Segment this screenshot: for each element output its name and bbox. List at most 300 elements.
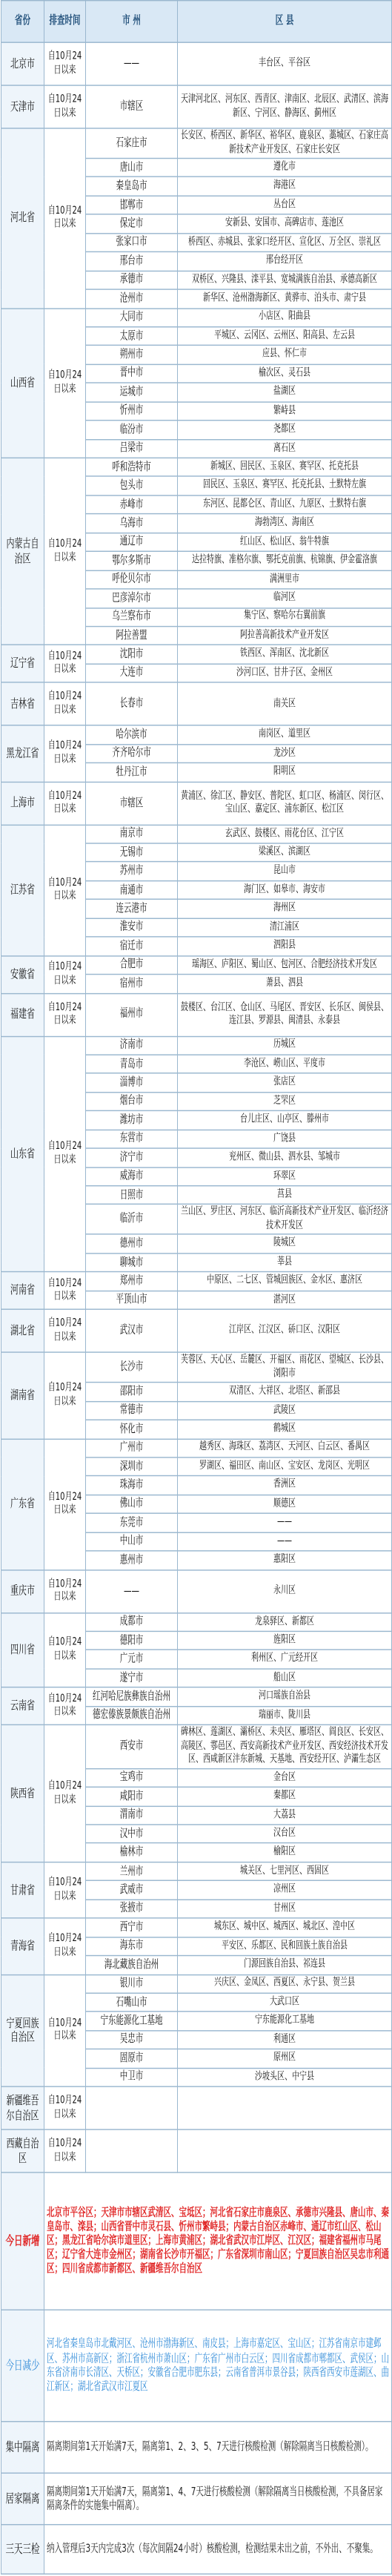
province-cell: 辽宁省 [1, 645, 44, 682]
table-row [1, 2129, 392, 2173]
city-cell: 邢台市 [86, 252, 178, 271]
district-cell: 离石区 [178, 439, 392, 458]
table-row [1, 458, 392, 476]
district-cell: 江岸区、江汉区、硚口区、汉阳区 [178, 1309, 392, 1352]
date-cell: 自10月24日以来 [44, 1613, 86, 1687]
table-row [1, 85, 392, 128]
province-cell: 宁夏回族自治区 [1, 1974, 44, 2086]
city-cell: 沧州市 [86, 289, 178, 308]
date-cell: 自10月24日以来 [44, 1309, 86, 1352]
city-cell: 牡丹江市 [86, 763, 178, 782]
table-row [1, 1352, 392, 1383]
city-cell: 中卫市 [86, 2068, 178, 2086]
city-cell: 聊城市 [86, 1254, 178, 1272]
city-cell: 济宁市 [86, 1148, 178, 1167]
district-cell: 台儿庄区、山亭区、滕州市 [178, 1111, 392, 1130]
district-cell: 原州区 [178, 2049, 392, 2068]
district-cell: 梁溪区、滨湖区 [178, 843, 392, 862]
date-cell: 自10月24日以来 [44, 1974, 86, 2086]
district-cell: 海州区 [178, 900, 392, 918]
district-cell: 旌阳区 [178, 1631, 392, 1650]
home-quarantine-label: 居家隔离 [1, 2473, 44, 2524]
city-cell: 南通市 [86, 880, 178, 899]
province-cell: 北京市 [1, 42, 44, 85]
district-cell: 门源回族自治县、祁连县 [178, 1956, 392, 1974]
district-cell [178, 2129, 392, 2173]
city-cell: 包头市 [86, 477, 178, 495]
district-cell: 惠阳区 [178, 1551, 392, 1569]
district-cell: —— [178, 1514, 392, 1532]
district-cell: 越秀区、海珠区、荔湾区、天河区、白云区、番禺区 [178, 1439, 392, 1457]
district-cell: 遵化市 [178, 158, 392, 177]
three-days-three-tests-content: 纳入管理后3天内完成3次（每次间隔24小时）核酸检测，检测结果未出之前，不外出、不聚集。 [44, 2525, 392, 2575]
city-cell: 吕梁市 [86, 439, 178, 458]
district-cell: 阿拉善高新技术产业开发区 [178, 627, 392, 645]
city-cell: 长沙市 [86, 1352, 178, 1383]
city-cell: 晋中市 [86, 364, 178, 383]
date-cell: 自10月24日以来 [44, 1725, 86, 1862]
today-remove-content: 河北省秦皇岛市北戴河区、沧州市渤海新区、南皮县；上海市嘉定区、宝山区；江苏省南京市建邺区、苏州市高新区；浙江省杭州市萧山区；广东省广州市白云区；四川省成都市郫都区、武侯区；山东省济南市长清区、天桥区；安徽省合肥市肥东县；云南省普洱市景谷县；陕西省西安市莲湖区、曲江新区；湖北省武汉市江夏区 [44, 2310, 392, 2422]
city-cell [86, 2086, 178, 2129]
district-cell: 海港区 [178, 177, 392, 196]
district-cell: 瑞丽市、陇川县 [178, 1706, 392, 1725]
table-row [1, 2086, 392, 2129]
home-quarantine-content: 隔离期间第1天开始满7天，隔离第1、4、7天进行核酸检测（解除隔离当日核酸检测，不具备居家隔离条件的实施集中隔离）。 [44, 2473, 392, 2524]
district-cell: 鼓楼区、台江区、仓山区、马尾区、晋安区、长乐区、闽侯县、连江县、罗源县、闽清县、永泰县 [178, 993, 392, 1036]
date-cell: 自10月24日以来 [44, 42, 86, 85]
risk-area-table [1, 0, 392, 2575]
city-cell: 日照市 [86, 1186, 178, 1205]
city-cell: 市辖区 [86, 85, 178, 128]
city-cell: 阿拉善盟 [86, 627, 178, 645]
city-cell [86, 2129, 178, 2173]
province-cell: 福建省 [1, 993, 44, 1036]
district-cell: 陵城区 [178, 1234, 392, 1253]
district-cell: 新华区、沧州渤海新区、黄骅市、泊头市、肃宁县 [178, 289, 392, 308]
city-cell: —— [86, 42, 178, 85]
city-cell: 怀化市 [86, 1420, 178, 1438]
today-new-row [1, 2173, 392, 2310]
district-cell: 黄浦区、徐汇区、静安区、普陀区、虹口区、杨浦区、闵行区、宝山区、嘉定区、浦东新区、松江区 [178, 782, 392, 825]
table-row [1, 955, 392, 974]
city-cell: 宝鸡市 [86, 1768, 178, 1787]
district-cell: 平安区、乐都区、民和回族土族自治县 [178, 1937, 392, 1955]
header-province: 省份 [1, 1, 44, 42]
date-cell: 自10月24日以来 [44, 85, 86, 128]
table-row [1, 1974, 392, 1993]
district-cell: 龙泉驿区、新都区 [178, 1613, 392, 1631]
city-cell: 武汉市 [86, 1309, 178, 1352]
district-cell: 利州区、广元经开区 [178, 1650, 392, 1669]
city-cell: 太原市 [86, 327, 178, 346]
city-cell: 海东市 [86, 1937, 178, 1955]
city-cell: 西安市 [86, 1725, 178, 1769]
city-cell: 南京市 [86, 825, 178, 843]
city-cell: 大连市 [86, 664, 178, 682]
district-cell: 清江浦区 [178, 918, 392, 937]
province-cell: 甘肃省 [1, 1862, 44, 1918]
city-cell: 深圳市 [86, 1457, 178, 1476]
date-cell: 自10月24日以来 [44, 308, 86, 458]
date-cell: 自10月24日以来 [44, 1862, 86, 1918]
district-cell: 海门区、如皋市、海安市 [178, 880, 392, 899]
province-cell: 河北省 [1, 128, 44, 308]
province-cell: 西藏自治区 [1, 2129, 44, 2173]
city-cell: 秦皇岛市 [86, 177, 178, 196]
province-cell: 新疆维吾尔自治区 [1, 2086, 44, 2129]
city-cell: 烟台市 [86, 1093, 178, 1111]
city-cell: 承德市 [86, 271, 178, 289]
city-cell: 榆林市 [86, 1843, 178, 1862]
province-cell: 山东省 [1, 1036, 44, 1272]
district-cell: 丰台区、平谷区 [178, 42, 392, 85]
city-cell: 赤峰市 [86, 495, 178, 514]
district-cell: 临河区 [178, 589, 392, 607]
table-row [1, 308, 392, 326]
district-cell: 红山区、松山区、翁牛特旗 [178, 533, 392, 551]
table-row [1, 1439, 392, 1457]
city-cell: 石家庄市 [86, 128, 178, 159]
district-cell: 榆阳区 [178, 1843, 392, 1862]
table-row [1, 725, 392, 744]
table-header-row [1, 1, 392, 42]
district-cell: 武陵区 [178, 1401, 392, 1420]
district-cell: 邢台经开区 [178, 252, 392, 271]
district-cell: 鹤城区 [178, 1420, 392, 1438]
district-cell: 城关区、七里河区、西固区 [178, 1862, 392, 1880]
province-cell: 上海市 [1, 782, 44, 825]
city-cell: 广州市 [86, 1439, 178, 1457]
district-cell: 南关区 [178, 682, 392, 725]
district-cell: 长安区、桥西区、新华区、裕华区、鹿泉区、藁城区、石家庄高新技术产业开发区、石家庄长安区 [178, 128, 392, 159]
district-cell: 凉州区 [178, 1881, 392, 1900]
city-cell: 邯郸市 [86, 196, 178, 214]
city-cell: 邵阳市 [86, 1383, 178, 1401]
date-cell: 自10月24日以来 [44, 1352, 86, 1438]
today-remove-row [1, 2310, 392, 2422]
table-row [1, 1862, 392, 1880]
table-row [1, 782, 392, 825]
city-cell: 乌海市 [86, 514, 178, 533]
date-cell: 自10月24日以来 [44, 1687, 86, 1725]
city-cell: 保定市 [86, 214, 178, 233]
date-cell: 自10月24日以来 [44, 825, 86, 956]
city-cell: 忻州市 [86, 402, 178, 421]
table-row [1, 128, 392, 159]
header-district: 区 县 [178, 1, 392, 42]
province-cell: 青海省 [1, 1918, 44, 1974]
district-cell: 繁峙县 [178, 402, 392, 421]
city-cell: 哈尔滨市 [86, 725, 178, 744]
district-cell: —— [178, 1532, 392, 1551]
city-cell: 佛山市 [86, 1495, 178, 1513]
province-cell: 天津市 [1, 85, 44, 128]
district-cell: 丛台区 [178, 196, 392, 214]
district-cell: 新城区、回民区、玉泉区、赛罕区、托克托县 [178, 458, 392, 476]
date-cell: 自10月24日以来 [44, 1918, 86, 1974]
city-cell: 市辖区 [86, 782, 178, 825]
centralized-quarantine-label: 集中隔离 [1, 2422, 44, 2473]
district-cell: 双桥区、兴隆县、滦平县、宽城满族自治县、承德高新区 [178, 271, 392, 289]
district-cell: 阳明区 [178, 763, 392, 782]
city-cell: 成都市 [86, 1613, 178, 1631]
district-cell: 河口瑶族自治县 [178, 1687, 392, 1706]
city-cell: 齐齐哈尔市 [86, 744, 178, 762]
city-cell: 东营市 [86, 1130, 178, 1148]
province-cell: 湖南省 [1, 1352, 44, 1438]
today-new-label: 今日新增 [1, 2173, 44, 2310]
city-cell: 朔州市 [86, 346, 178, 364]
city-cell: 宿州市 [86, 975, 178, 993]
district-cell: 达拉特旗、准格尔旗、鄂托克前旗、杭锦旗、伊金霍洛旗 [178, 552, 392, 570]
city-cell: 武威市 [86, 1881, 178, 1900]
city-cell: 渭南市 [86, 1806, 178, 1825]
date-cell: 自10月24日以来 [44, 2129, 86, 2173]
city-cell: 遂宁市 [86, 1669, 178, 1687]
city-cell: 临汾市 [86, 421, 178, 439]
city-cell: 惠州市 [86, 1551, 178, 1569]
city-cell: 东莞市 [86, 1514, 178, 1532]
city-cell: 大同市 [86, 308, 178, 326]
date-cell: 自10月24日以来 [44, 2086, 86, 2129]
header-date: 排查时间 [44, 1, 86, 42]
table-row [1, 682, 392, 725]
city-cell: 咸阳市 [86, 1787, 178, 1805]
city-cell: 兰州市 [86, 1862, 178, 1880]
notes-body [1, 2173, 392, 2574]
district-cell: 莒县 [178, 1186, 392, 1205]
date-cell: 自10月24日以来 [44, 682, 86, 725]
city-cell: 德州市 [86, 1234, 178, 1253]
province-cell: 吉林省 [1, 682, 44, 725]
city-cell: 呼和浩特市 [86, 458, 178, 476]
province-cell: 山西省 [1, 308, 44, 458]
city-cell: 珠海市 [86, 1476, 178, 1495]
date-cell: 自10月24日以来 [44, 993, 86, 1036]
district-cell: 大武口区 [178, 1993, 392, 2012]
district-cell: 龙沙区 [178, 744, 392, 762]
district-cell: 平城区、云冈区、云州区、阳高县、左云县 [178, 327, 392, 346]
district-cell: 应县、怀仁市 [178, 346, 392, 364]
district-cell: 罗湖区、福田区、南山区、宝安区、龙岗区、光明区 [178, 1457, 392, 1476]
district-cell: 满洲里市 [178, 570, 392, 589]
city-cell: 潍坊市 [86, 1111, 178, 1130]
centralized-quarantine-row [1, 2422, 392, 2473]
district-cell: 顺德区 [178, 1495, 392, 1513]
district-cell: 环翠区 [178, 1167, 392, 1185]
province-cell: 广东省 [1, 1439, 44, 1570]
district-cell: 大荔县 [178, 1806, 392, 1825]
table-row [1, 1036, 392, 1055]
district-cell: 盐湖区 [178, 383, 392, 401]
city-cell: 淮安市 [86, 918, 178, 937]
district-cell: 香洲区 [178, 1476, 392, 1495]
province-cell: 黑龙江省 [1, 725, 44, 782]
header-city: 市 州 [86, 1, 178, 42]
city-cell: 运城市 [86, 383, 178, 401]
city-cell: 广元市 [86, 1650, 178, 1669]
today-new-content: 北京市平谷区；天津市市辖区武清区、宝坻区；河北省石家庄市鹿泉区、承德市兴隆县、唐山市、秦皇岛市、滦县；山西省晋中市灵石县、忻州市繁峙县；内蒙古自治区赤峰市、通辽市红山区、松山区；黑龙江省哈尔滨市道里区；上海市黄浦区；湖北省武汉市江岸区、江汉区；福建省福州市马尾区；辽宁省大连市金州区；湖南省长沙市开福区；广东省深圳市南山区；宁夏回族自治区吴忠市利通区；四川省成都市新都区、新疆维吾尔自治区 [44, 2173, 392, 2310]
district-cell: 李沧区、崂山区、平度市 [178, 1055, 392, 1073]
district-cell: 金台区 [178, 1768, 392, 1787]
city-cell: 连云港市 [86, 900, 178, 918]
province-cell: 四川省 [1, 1613, 44, 1687]
district-cell: 芙蓉区、天心区、岳麓区、开福区、雨花区、望城区、长沙县、浏阳市 [178, 1352, 392, 1383]
city-cell: 宁东能源化工基地 [86, 2012, 178, 2030]
district-cell [178, 2086, 392, 2129]
district-cell: 秦都区 [178, 1787, 392, 1805]
district-cell: 铁西区、浑南区、沈北新区 [178, 645, 392, 664]
city-cell: 淄博市 [86, 1073, 178, 1092]
district-cell: 利通区 [178, 2031, 392, 2049]
three-days-three-tests-row [1, 2525, 392, 2575]
date-cell: 自10月24日以来 [44, 1439, 86, 1570]
district-cell: 莘县 [178, 1254, 392, 1272]
province-cell: 重庆市 [1, 1569, 44, 1613]
district-cell: 城东区、城中区、城西区、城北区、湟中区 [178, 1918, 392, 1937]
district-cell: 永川区 [178, 1569, 392, 1613]
city-cell: 银川市 [86, 1974, 178, 1993]
city-cell: 海北藏族自治州 [86, 1956, 178, 1974]
table-row [1, 1569, 392, 1613]
centralized-quarantine-content: 隔离期间第1天开始满7天，隔离第1、2、3、5、7天进行核酸检测（解除隔离当日核酸检测）。 [44, 2422, 392, 2473]
district-cell: 湛河区 [178, 1291, 392, 1309]
district-cell: 双清区、大祥区、北塔区、新邵县 [178, 1383, 392, 1401]
district-cell: 碑林区、莲湖区、灞桥区、未央区、雁塔区、阎良区、长安区、高陵区、鄠邑区、西安高新技术产业开发区、西安经济技术开发区、西咸新区沣东新城、天基地、西安经开区、泸灞生态区 [178, 1725, 392, 1769]
city-cell: 青岛市 [86, 1055, 178, 1073]
date-cell: 自10月24日以来 [44, 782, 86, 825]
date-cell: 自10月24日以来 [44, 1569, 86, 1613]
table-row [1, 1725, 392, 1769]
district-cell: 沙河口区、甘井子区、金州区 [178, 664, 392, 682]
table-row [1, 1272, 392, 1291]
district-cell: 中原区、二七区、管城回族区、金水区、惠济区 [178, 1272, 392, 1291]
district-cell: 安新县、安国市、高碑店市、莲池区 [178, 214, 392, 233]
province-cell: 内蒙古自治区 [1, 458, 44, 645]
city-cell: 无锡市 [86, 843, 178, 862]
table-row [1, 1918, 392, 1937]
district-cell: 兴庆区、金凤区、西夏区、永宁县、贺兰县 [178, 1974, 392, 1993]
city-cell: 固原市 [86, 2049, 178, 2068]
district-cell: 船山区 [178, 1669, 392, 1687]
table-row [1, 1309, 392, 1352]
date-cell: 自10月24日以来 [44, 1272, 86, 1309]
district-cell: 甘州区 [178, 1900, 392, 1918]
table-row [1, 1687, 392, 1706]
district-cell: 历城区 [178, 1036, 392, 1055]
date-cell: 自10月24日以来 [44, 1036, 86, 1272]
district-cell: 海勃湾区、海南区 [178, 514, 392, 533]
district-cell: 沙坡头区、中宁县 [178, 2068, 392, 2086]
city-cell: 合肥市 [86, 955, 178, 974]
district-cell: 东河区、昆都仑区、青山区、九原区、土默特右旗 [178, 495, 392, 514]
city-cell: 中山市 [86, 1532, 178, 1551]
city-cell: 汉中市 [86, 1825, 178, 1843]
date-cell: 自10月24日以来 [44, 725, 86, 782]
district-cell: 回民区、玉泉区、赛罕区、托克托县、土默特左旗 [178, 477, 392, 495]
city-cell: 石嘴山市 [86, 1993, 178, 2012]
date-cell: 自10月24日以来 [44, 128, 86, 308]
city-cell: 吴忠市 [86, 2031, 178, 2049]
province-cell: 江苏省 [1, 825, 44, 956]
district-cell: 玄武区、鼓楼区、雨花台区、江宁区 [178, 825, 392, 843]
city-cell: 临沂市 [86, 1205, 178, 1235]
city-cell: 红河哈尼族彝族自治州 [86, 1687, 178, 1706]
city-cell: 呼伦贝尔市 [86, 570, 178, 589]
province-cell: 安徽省 [1, 955, 44, 992]
district-cell: 兰山区、罗庄区、河东区、临沂高新技术产业开发区、临沂经济技术开发区 [178, 1205, 392, 1235]
district-cell: 天津河北区、河东区、西青区、津南区、北辰区、武清区、滨海新区、宁河区、静海区、蓟州区 [178, 85, 392, 128]
city-cell: 郑州市 [86, 1272, 178, 1291]
district-cell: 南岗区、道里区 [178, 725, 392, 744]
city-cell: —— [86, 1569, 178, 1613]
city-cell: 乌兰察布市 [86, 607, 178, 626]
province-cell: 云南省 [1, 1687, 44, 1725]
district-cell: 芝罘区 [178, 1093, 392, 1111]
city-cell: 福州市 [86, 993, 178, 1036]
city-cell: 沈阳市 [86, 645, 178, 664]
city-cell: 西宁市 [86, 1918, 178, 1937]
district-cell: 小店区、阳曲县 [178, 308, 392, 326]
district-cell: 萧县、泗县 [178, 975, 392, 993]
district-cell: 集宁区、察哈尔右翼前旗 [178, 607, 392, 626]
district-cell: 尧都区 [178, 421, 392, 439]
today-remove-label: 今日减少 [1, 2310, 44, 2422]
city-cell: 长春市 [86, 682, 178, 725]
city-cell: 济南市 [86, 1036, 178, 1055]
table-row [1, 825, 392, 843]
district-cell: 桥西区、赤城县、张家口经开区、宣化区、万全区、崇礼区 [178, 233, 392, 251]
city-cell: 威海市 [86, 1167, 178, 1185]
city-cell: 平顶山市 [86, 1291, 178, 1309]
date-cell: 自10月24日以来 [44, 645, 86, 682]
risk-area-table-document [1, 0, 391, 2575]
date-cell: 自10月24日以来 [44, 458, 86, 645]
province-cell: 陕西省 [1, 1725, 44, 1862]
district-cell: 泗阳县 [178, 937, 392, 955]
district-cell: 瑶海区、庐阳区、蜀山区、包河区、合肥经济技术开发区 [178, 955, 392, 974]
city-cell: 唐山市 [86, 158, 178, 177]
table-body [1, 42, 392, 2173]
district-cell: 广饶县 [178, 1130, 392, 1148]
home-quarantine-row [1, 2473, 392, 2524]
district-cell: 榆次区、灵石县 [178, 364, 392, 383]
city-cell: 德宏傣族景颇族自治州 [86, 1706, 178, 1725]
date-cell: 自10月24日以来 [44, 955, 86, 992]
city-cell: 鄂尔多斯市 [86, 552, 178, 570]
three-days-three-tests-label: 三天三检 [1, 2525, 44, 2575]
city-cell: 张掖市 [86, 1900, 178, 1918]
city-cell: 通辽市 [86, 533, 178, 551]
city-cell: 德阳市 [86, 1631, 178, 1650]
district-cell: 兖州区、微山县、泗水县、邹城市 [178, 1148, 392, 1167]
table-row [1, 1613, 392, 1631]
district-cell: 昆山市 [178, 862, 392, 880]
district-cell: 汉台区 [178, 1825, 392, 1843]
city-cell: 宿迁市 [86, 937, 178, 955]
table-row [1, 993, 392, 1036]
table-row [1, 645, 392, 664]
district-cell: 宁东能源化工基地 [178, 2012, 392, 2030]
city-cell: 常德市 [86, 1401, 178, 1420]
province-cell: 河南省 [1, 1272, 44, 1309]
city-cell: 苏州市 [86, 862, 178, 880]
table-row [1, 42, 392, 85]
district-cell: 张店区 [178, 1073, 392, 1092]
city-cell: 巴彦淖尔市 [86, 589, 178, 607]
city-cell: 张家口市 [86, 233, 178, 251]
province-cell: 湖北省 [1, 1309, 44, 1352]
